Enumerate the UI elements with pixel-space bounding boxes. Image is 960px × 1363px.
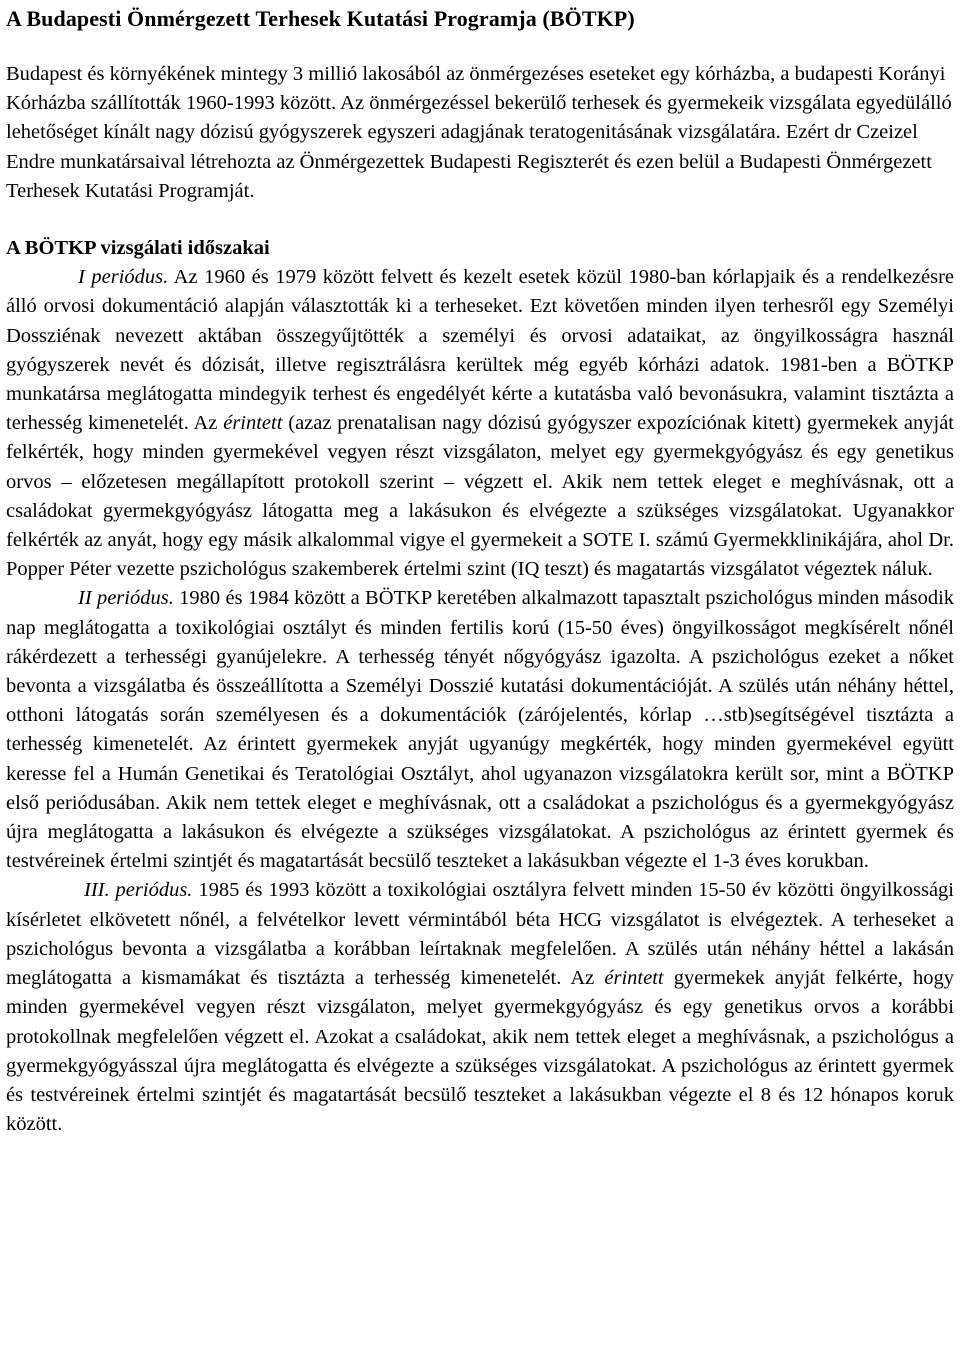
period-3-text-a: 1985 és 1993 között a toxikológiai osztályra felvett minden 15-50 év közötti öngyilkossági kísérletet elkövetett nőnél, a felvételkor levett vérmintából béta HCG vizsgálatot is elvégeztek. A terheseket a pszichológus bevonta a vizsgálatba a korábban leírtaknak megfelelően. A szülés után néhány héttel a lakásán meglátogatta a kismamákat és tisztázta a terhesség kimenetelét. Az bbox=[6, 879, 954, 990]
period-2-text: 1980 és 1984 között a BÖTKP keretében alkalmazott tapasztalt pszichológus minden második nap meglátogatta a toxikológiai osztályt és minden fertilis korú (15-50 éves) öngyilkosságot megkísérelt nőnél rákérdezett a terhességi gyanújelekre. A terhesség tényét nőgyógyász igazolta. A pszichológus ezeket a nőket bevonta a vizsgálatba és összeállította a Személyi Dosszié kutatási dokumentációját. A szülés után néhány héttel, otthoni látogatás során személyesen és a dokumentációk (zárójelentés, kórlap …stb)segítségével tisztázta a terhesség kimenetelét. Az érintett gyermekek anyját ugyanúgy megkérték, hogy minden gyermekével együtt keresse fel a Humán Genetikai és Teratológiai Osztályt, ahol ugyanazon vizsgálatokra került sor, mint a BÖTKP első periódusában. Akik nem tettek eleget e meghívásnak, ott a családokat a pszichológus és a gyermekgyógyász újra meglátogatta a lakásukon és elvégezte a szükséges vizsgálatokat. A pszichológus az érintett gyermek és testvéreinek értelmi szintjét és magatartását becsülő teszteket a lakásukban végezte el 1-3 éves korukban. bbox=[6, 587, 955, 873]
period-3-text-b: gyermekek anyját felkérte, hogy minden gyermekével vegyen részt vizsgálaton, melyet gyermekgyógyász és egy genetikus orvos a korábbi protokollnak megfelelően végzett el. Azokat a családokat, akik nem tettek eleget a meghívásnak, a pszichológus a gyermekgyógyásszal újra meglátogatta és elvégezte a szükséges vizsgálatokat. A pszichológus az érintett gyermek és testvéreinek értelmi szintjét és magatartását becsülő teszteket a lakásukban végezte el 8 és 12 hónapos koruk között. bbox=[6, 967, 955, 1136]
intro-paragraph: Budapest és környékének mintegy 3 millió lakosából az önmérgezéses eseteket egy kórházba, a budapesti Korányi Kórházba szállították 1960-1993 között. Az önmérgezéssel bekerülő terhesek és gyermekeik vizsgálata egyedülálló lehetőséget kínált nagy dózisú gyógyszerek egyszeri adagjának teratogenitásának vizsgálatára. Ezért dr Czeizel Endre munkatársaival létrehozta az Önmérgezettek Budapesti Regiszterét és ezen belül a Budapesti Önmérgezett Terhesek Kutatási Programját. bbox=[6, 63, 952, 202]
document-title: A Budapesti Önmérgezett Terhesek Kutatási Programja (BÖTKP) bbox=[6, 6, 635, 31]
period-3-paragraph bbox=[6, 876, 954, 1139]
period-3-label: III. periódus. bbox=[84, 879, 193, 902]
period-1-text-a: Az 1960 és 1979 között felvett és kezelt esetek közül 1980-ban kórlapjaik és a rendelkezésre álló orvosi dokumentáció alapján választották ki a terheseket. Ezt követően minden ilyen terhesről egy Személyi Dossziénak nevezett aktában összegyűjtötték a személyi és orvosi adataikat, az öngyilkosságra használ gyógyszerek nevét és dózisát, illetve regisztrálásra kerültek még egyéb kórházi adatok. 1981-ben a BÖTKP munkatársa meglátogatta mindegyik terhest és engedélyét kérte a kutatásba való bevonásukra, valamint tisztázta a terhesség kimenetelét. Az bbox=[6, 266, 954, 435]
period-1-paragraph bbox=[6, 263, 954, 584]
section-heading: A BÖTKP vizsgálati időszakai bbox=[6, 237, 270, 260]
period-1-label: I periódus. bbox=[78, 266, 169, 289]
period-2-label: II periódus. bbox=[78, 587, 174, 610]
period-1-text-b: (azaz prenatalisan nagy dózisú gyógyszer expozíciónak kitett) gyermekek anyját felkérték, hogy minden gyermekével vegyen részt vizsgálaton, melyet egy gyermekgyógyász és egy genetikus orvos – előzetesen megállapított protokoll szerint – végzett el. Akik nem tettek eleget e meghívásnak, ott a családokat gyermekgyógyász látogatta meg a lakásukon és elvégezte a szükséges vizsgálatokat. Ugyanakkor felkérték az anyát, hogy egy másik alkalommal vigye el gyermekeit a SOTE I. számú Gyermekklinikájára, ahol Dr. Popper Péter vezette pszichológus szakemberek értelmi szint (IQ teszt) és magatartás vizsgálatot végeztek náluk. bbox=[6, 412, 954, 581]
period-2-paragraph bbox=[6, 584, 954, 876]
period-3-emphasis: érintett bbox=[604, 967, 664, 990]
period-1-emphasis: érintett bbox=[223, 412, 283, 435]
